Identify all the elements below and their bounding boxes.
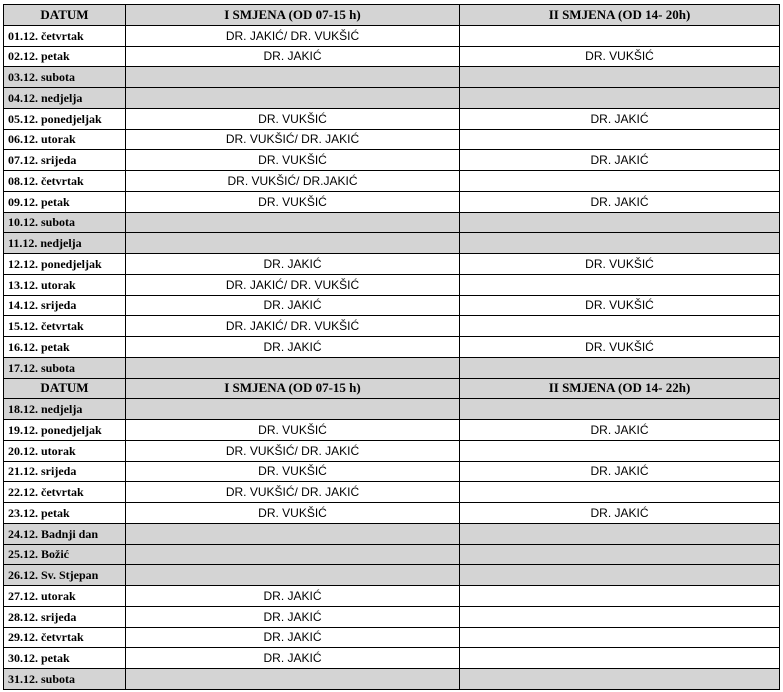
column-header-first-shift: I SMJENA (OD 07-15 h) bbox=[126, 378, 460, 399]
second-shift-cell bbox=[460, 565, 780, 586]
date-cell: 29.12. četvrtak bbox=[4, 627, 126, 648]
table-row bbox=[4, 648, 780, 669]
second-shift-cell bbox=[460, 648, 780, 669]
second-shift-cell bbox=[460, 440, 780, 461]
second-shift-cell: DR. VUKŠIĆ bbox=[460, 254, 780, 275]
date-cell: 10.12. subota bbox=[4, 212, 126, 233]
first-shift-cell bbox=[126, 523, 460, 544]
table-row bbox=[4, 399, 780, 420]
first-shift-cell: DR. VUKŠIĆ bbox=[126, 108, 460, 129]
table-row bbox=[4, 46, 780, 67]
column-header-second-shift: II SMJENA (OD 14- 20h) bbox=[460, 5, 780, 26]
date-cell: 18.12. nedjelja bbox=[4, 399, 126, 420]
date-cell: 15.12. četvrtak bbox=[4, 316, 126, 337]
table-row bbox=[4, 337, 780, 358]
table-row bbox=[4, 586, 780, 607]
table-row bbox=[4, 461, 780, 482]
table-row bbox=[4, 565, 780, 586]
first-shift-cell: DR. VUKŠIĆ bbox=[126, 461, 460, 482]
first-shift-cell: DR. VUKŠIĆ bbox=[126, 150, 460, 171]
table-row bbox=[4, 67, 780, 88]
table-row bbox=[4, 25, 780, 46]
date-cell: 25.12. Božić bbox=[4, 544, 126, 565]
date-cell: 31.12. subota bbox=[4, 669, 126, 690]
first-shift-cell: DR. VUKŠIĆ bbox=[126, 191, 460, 212]
first-shift-cell: DR. JAKIĆ/ DR. VUKŠIĆ bbox=[126, 316, 460, 337]
date-cell: 04.12. nedjelja bbox=[4, 88, 126, 109]
date-cell: 03.12. subota bbox=[4, 67, 126, 88]
first-shift-cell bbox=[126, 212, 460, 233]
second-shift-cell bbox=[460, 129, 780, 150]
table-row bbox=[4, 544, 780, 565]
date-cell: 23.12. petak bbox=[4, 503, 126, 524]
second-shift-cell bbox=[460, 25, 780, 46]
table-header-row bbox=[4, 5, 780, 26]
second-shift-cell: DR. VUKŠIĆ bbox=[460, 295, 780, 316]
table-row bbox=[4, 606, 780, 627]
second-shift-cell bbox=[460, 523, 780, 544]
table-row bbox=[4, 254, 780, 275]
date-cell: 24.12. Badnji dan bbox=[4, 523, 126, 544]
second-shift-cell bbox=[460, 544, 780, 565]
table-row bbox=[4, 274, 780, 295]
date-cell: 21.12. srijeda bbox=[4, 461, 126, 482]
first-shift-cell: DR. JAKIĆ bbox=[126, 254, 460, 275]
second-shift-cell bbox=[460, 586, 780, 607]
table-row bbox=[4, 523, 780, 544]
first-shift-cell bbox=[126, 669, 460, 690]
first-shift-cell bbox=[126, 544, 460, 565]
date-cell: 17.12. subota bbox=[4, 357, 126, 378]
first-shift-cell: DR. VUKŠIĆ bbox=[126, 420, 460, 441]
second-shift-cell: DR. JAKIĆ bbox=[460, 108, 780, 129]
table-row bbox=[4, 295, 780, 316]
date-cell: 07.12. srijeda bbox=[4, 150, 126, 171]
second-shift-cell: DR. JAKIĆ bbox=[460, 503, 780, 524]
second-shift-cell: DR. VUKŠIĆ bbox=[460, 46, 780, 67]
table-row bbox=[4, 212, 780, 233]
first-shift-cell: DR. JAKIĆ bbox=[126, 586, 460, 607]
first-shift-cell: DR. JAKIĆ/ DR. VUKŠIĆ bbox=[126, 25, 460, 46]
date-cell: 30.12. petak bbox=[4, 648, 126, 669]
first-shift-cell: DR. VUKŠIĆ/ DR.JAKIĆ bbox=[126, 171, 460, 192]
table-row bbox=[4, 482, 780, 503]
table-row bbox=[4, 88, 780, 109]
date-cell: 26.12. Sv. Stjepan bbox=[4, 565, 126, 586]
first-shift-cell bbox=[126, 67, 460, 88]
date-cell: 08.12. četvrtak bbox=[4, 171, 126, 192]
column-header-date: DATUM bbox=[4, 5, 126, 26]
table-row bbox=[4, 357, 780, 378]
table-row bbox=[4, 503, 780, 524]
first-shift-cell: DR. VUKŠIĆ/ DR. JAKIĆ bbox=[126, 129, 460, 150]
date-cell: 16.12. petak bbox=[4, 337, 126, 358]
first-shift-cell bbox=[126, 565, 460, 586]
column-header-date: DATUM bbox=[4, 378, 126, 399]
date-cell: 22.12. četvrtak bbox=[4, 482, 126, 503]
second-shift-cell bbox=[460, 399, 780, 420]
table-row bbox=[4, 627, 780, 648]
date-cell: 19.12. ponedjeljak bbox=[4, 420, 126, 441]
second-shift-cell bbox=[460, 606, 780, 627]
date-cell: 02.12. petak bbox=[4, 46, 126, 67]
second-shift-cell bbox=[460, 212, 780, 233]
table-row bbox=[4, 150, 780, 171]
date-cell: 12.12. ponedjeljak bbox=[4, 254, 126, 275]
first-shift-cell: DR. JAKIĆ bbox=[126, 627, 460, 648]
second-shift-cell bbox=[460, 357, 780, 378]
table-row bbox=[4, 233, 780, 254]
date-cell: 11.12. nedjelja bbox=[4, 233, 126, 254]
table-row bbox=[4, 129, 780, 150]
table-row bbox=[4, 171, 780, 192]
first-shift-cell: DR. JAKIĆ bbox=[126, 337, 460, 358]
first-shift-cell bbox=[126, 357, 460, 378]
first-shift-cell bbox=[126, 399, 460, 420]
date-cell: 13.12. utorak bbox=[4, 274, 126, 295]
date-cell: 09.12. petak bbox=[4, 191, 126, 212]
second-shift-cell bbox=[460, 316, 780, 337]
date-cell: 28.12. srijeda bbox=[4, 606, 126, 627]
second-shift-cell bbox=[460, 67, 780, 88]
date-cell: 20.12. utorak bbox=[4, 440, 126, 461]
second-shift-cell bbox=[460, 171, 780, 192]
first-shift-cell: DR. JAKIĆ/ DR. VUKŠIĆ bbox=[126, 274, 460, 295]
second-shift-cell bbox=[460, 88, 780, 109]
date-cell: 01.12. četvrtak bbox=[4, 25, 126, 46]
second-shift-cell bbox=[460, 274, 780, 295]
schedule-body bbox=[4, 5, 780, 690]
date-cell: 27.12. utorak bbox=[4, 586, 126, 607]
table-row bbox=[4, 420, 780, 441]
second-shift-cell: DR. JAKIĆ bbox=[460, 150, 780, 171]
column-header-first-shift: I SMJENA (OD 07-15 h) bbox=[126, 5, 460, 26]
first-shift-cell: DR. VUKŠIĆ bbox=[126, 503, 460, 524]
first-shift-cell: DR. JAKIĆ bbox=[126, 648, 460, 669]
first-shift-cell: DR. VUKŠIĆ/ DR. JAKIĆ bbox=[126, 482, 460, 503]
first-shift-cell: DR. JAKIĆ bbox=[126, 606, 460, 627]
second-shift-cell: DR. VUKŠIĆ bbox=[460, 337, 780, 358]
first-shift-cell bbox=[126, 233, 460, 254]
date-cell: 06.12. utorak bbox=[4, 129, 126, 150]
second-shift-cell: DR. JAKIĆ bbox=[460, 191, 780, 212]
second-shift-cell bbox=[460, 627, 780, 648]
table-row bbox=[4, 191, 780, 212]
table-row bbox=[4, 440, 780, 461]
shift-schedule-table bbox=[3, 4, 780, 690]
table-row bbox=[4, 669, 780, 690]
second-shift-cell bbox=[460, 669, 780, 690]
table-row bbox=[4, 316, 780, 337]
second-shift-cell bbox=[460, 482, 780, 503]
first-shift-cell: DR. VUKŠIĆ/ DR. JAKIĆ bbox=[126, 440, 460, 461]
date-cell: 05.12. ponedjeljak bbox=[4, 108, 126, 129]
first-shift-cell bbox=[126, 88, 460, 109]
date-cell: 14.12. srijeda bbox=[4, 295, 126, 316]
first-shift-cell: DR. JAKIĆ bbox=[126, 295, 460, 316]
first-shift-cell: DR. JAKIĆ bbox=[126, 46, 460, 67]
second-shift-cell bbox=[460, 233, 780, 254]
second-shift-cell: DR. JAKIĆ bbox=[460, 461, 780, 482]
table-header-row bbox=[4, 378, 780, 399]
second-shift-cell: DR. JAKIĆ bbox=[460, 420, 780, 441]
table-row bbox=[4, 108, 780, 129]
column-header-second-shift: II SMJENA (OD 14- 22h) bbox=[460, 378, 780, 399]
